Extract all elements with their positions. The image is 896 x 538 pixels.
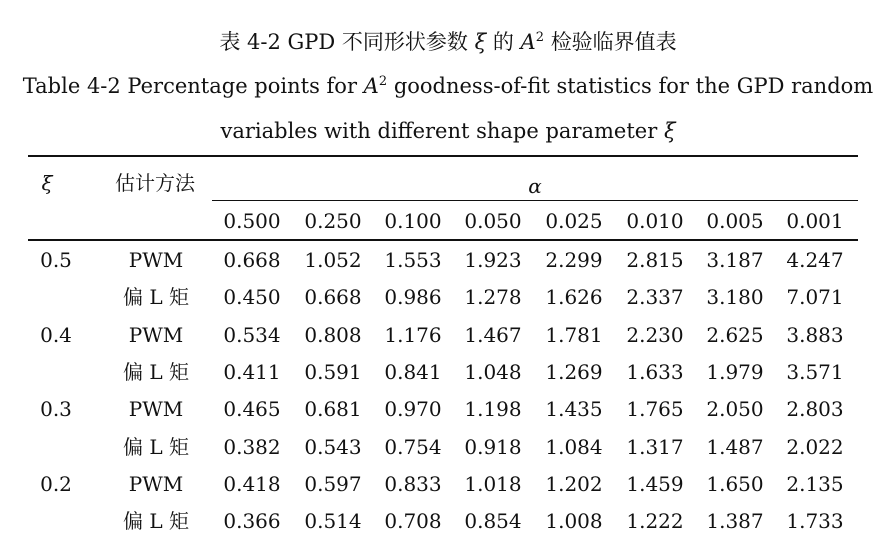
row-method-cell: PWM [128,472,184,496]
value-cell: 0.918 [464,435,522,459]
value-cell: 4.247 [786,248,844,272]
caption-cn-sup: 2 [535,30,544,45]
value-cell: 1.487 [706,435,764,459]
row-method-cell: PWM [128,248,184,272]
value-cell: 0.418 [223,472,281,496]
caption-cn-suffix: 检验临界值表 [550,30,677,54]
value-cell: 2.815 [626,248,684,272]
value-cell: 1.765 [626,397,684,421]
row-xi-cell: 0.3 [40,397,72,421]
value-cell: 0.668 [223,248,281,272]
value-cell: 3.187 [706,248,764,272]
value-cell: 0.668 [304,285,362,309]
row-xi-cell: 0.5 [40,248,72,272]
value-cell: 0.411 [223,360,281,384]
value-cell: 2.135 [786,472,844,496]
value-cell: 1.048 [464,360,522,384]
alpha-level-cell: 0.050 [464,209,522,233]
row-method-cell: PWM [128,397,184,421]
caption-cn-symbol: ξ [474,30,487,54]
alpha-level-cell: 0.100 [384,209,442,233]
value-cell: 1.198 [464,397,522,421]
value-cell: 0.986 [384,285,442,309]
caption-english-line2 [0,117,896,145]
value-cell: 3.180 [706,285,764,309]
caption-en-sup: 2 [378,74,388,89]
value-cell: 0.708 [384,509,442,533]
row-method-cell: 偏 L 矩 [123,360,189,384]
caption-en-suffix: goodness-of-fit statistics for the GPD random [393,74,874,98]
value-cell: 0.450 [223,285,281,309]
value-cell: 1.979 [706,360,764,384]
value-cell: 1.317 [626,435,684,459]
caption-cn-prefix: 表 4-2 GPD 不同形状参数 [219,30,468,54]
value-cell: 2.299 [545,248,603,272]
caption-en-line2-text: variables with different shape parameter [220,119,658,143]
value-cell: 0.808 [304,323,362,347]
caption-chinese [0,28,896,56]
value-cell: 1.008 [545,509,603,533]
value-cell: 2.625 [706,323,764,347]
value-cell: 1.467 [464,323,522,347]
caption-en-prefix: Table 4-2 Percentage points for [22,74,357,98]
value-cell: 7.071 [786,285,844,309]
value-cell: 1.459 [626,472,684,496]
value-cell: 0.754 [384,435,442,459]
caption-cn-stat: A [520,30,536,54]
value-cell: 1.923 [464,248,522,272]
value-cell: 2.022 [786,435,844,459]
row-method-cell: PWM [128,323,184,347]
value-cell: 1.633 [626,360,684,384]
row-method-cell: 偏 L 矩 [123,285,189,309]
header-alpha: α [528,174,542,198]
value-cell: 1.387 [706,509,764,533]
caption-english-line1 [0,72,896,100]
header-xi: ξ [41,171,53,195]
value-cell: 2.050 [706,397,764,421]
value-cell: 1.650 [706,472,764,496]
caption-en-symbol: ξ [663,119,676,143]
value-cell: 3.883 [786,323,844,347]
value-cell: 0.681 [304,397,362,421]
row-xi-cell: 0.4 [40,323,72,347]
value-cell: 1.781 [545,323,603,347]
alpha-level-cell: 0.010 [626,209,684,233]
alpha-level-cell: 0.250 [304,209,362,233]
value-cell: 1.202 [545,472,603,496]
alpha-level-cell: 0.025 [545,209,603,233]
value-cell: 0.382 [223,435,281,459]
value-cell: 1.018 [464,472,522,496]
value-cell: 2.337 [626,285,684,309]
header-separator-rule [28,239,858,241]
value-cell: 0.854 [464,509,522,533]
value-cell: 2.230 [626,323,684,347]
row-xi-cell: 0.2 [40,472,72,496]
value-cell: 2.803 [786,397,844,421]
value-cell: 1.626 [545,285,603,309]
value-cell: 0.514 [304,509,362,533]
value-cell: 0.366 [223,509,281,533]
alpha-level-cell: 0.500 [223,209,281,233]
row-method-cell: 偏 L 矩 [123,435,189,459]
value-cell: 1.733 [786,509,844,533]
value-cell: 0.543 [304,435,362,459]
alpha-level-cell: 0.001 [786,209,844,233]
caption-en-stat: A [363,74,379,98]
value-cell: 0.841 [384,360,442,384]
value-cell: 0.534 [223,323,281,347]
value-cell: 1.176 [384,323,442,347]
value-cell: 0.833 [384,472,442,496]
value-cell: 1.269 [545,360,603,384]
value-cell: 3.571 [786,360,844,384]
value-cell: 1.435 [545,397,603,421]
table-top-rule [28,155,858,157]
value-cell: 1.084 [545,435,603,459]
value-cell: 0.597 [304,472,362,496]
header-method: 估计方法 [115,171,195,195]
value-cell: 0.591 [304,360,362,384]
value-cell: 0.465 [223,397,281,421]
value-cell: 1.278 [464,285,522,309]
value-cell: 0.970 [384,397,442,421]
caption-cn-mid: 的 [492,30,514,54]
row-method-cell: 偏 L 矩 [123,509,189,533]
value-cell: 1.222 [626,509,684,533]
value-cell: 1.553 [384,248,442,272]
alpha-level-cell: 0.005 [706,209,764,233]
value-cell: 1.052 [304,248,362,272]
alpha-header-rule [212,200,858,201]
